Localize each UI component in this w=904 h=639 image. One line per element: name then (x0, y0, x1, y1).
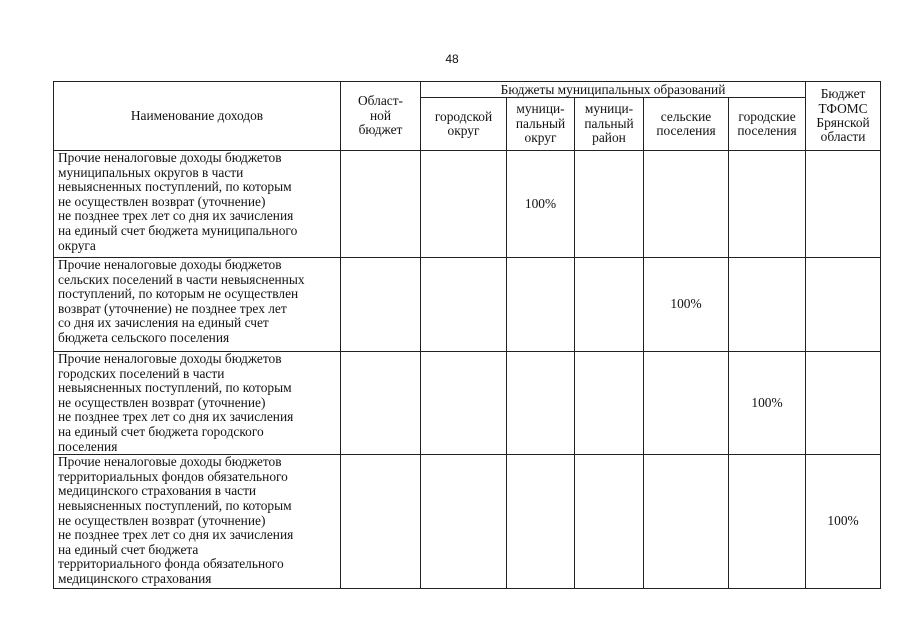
cell-urban-settlements: 100% (729, 352, 806, 455)
header-municipal-okrug: муници- пальный округ (507, 98, 575, 151)
table-row (54, 352, 881, 455)
cell-municipal-okrug (507, 455, 575, 589)
header-rural-settlements: сельские поселения (644, 98, 729, 151)
cell-rural-settlements: 100% (644, 258, 729, 352)
row-description: Прочие неналоговые доходы бюджетов муниципальных округов в части невыясненных поступлений, по которым не осуществлен возврат (уточнение) не позднее трех лет со дня их зачисления на единый счет бюджета муниципального округа (54, 151, 341, 258)
cell-city-district (421, 258, 507, 352)
header-income-name: Наименование доходов (54, 82, 341, 151)
cell-regional (341, 455, 421, 589)
header-municipal-budgets: Бюджеты муниципальных образований (421, 82, 806, 98)
row-description: Прочие неналоговые доходы бюджетов городских поселений в части невыясненных поступлений, по которым не осуществлен возврат (уточнение) не позднее трех лет со дня их зачисления на единый счет бюджета городского поселения (54, 352, 341, 455)
table-row (54, 455, 881, 589)
cell-urban-settlements (729, 258, 806, 352)
table-row (54, 151, 881, 258)
row-description: Прочие неналоговые доходы бюджетов сельских поселений в части невыясненных поступлений, по которым не осуществлен возврат (уточнение) не позднее трех лет со дня их зачисления на единый счет бюджета сельского поселения (54, 258, 341, 352)
row-description: Прочие неналоговые доходы бюджетов территориальных фондов обязательного медицинского страхования в части невыясненных поступлений, по которым не осуществлен возврат (уточнение) не позднее трех лет со дня их зачисления на единый счет бюджета территориального фонда обязательного медицинского страхования (54, 455, 341, 589)
cell-tfoms: 100% (806, 455, 881, 589)
table-body (54, 151, 881, 589)
cell-municipal-rayon (575, 151, 644, 258)
cell-regional (341, 151, 421, 258)
header-urban-settlements: городские поселения (729, 98, 806, 151)
header-tfoms-budget: Бюджет ТФОМС Брянской области (806, 82, 881, 151)
cell-municipal-rayon (575, 455, 644, 589)
cell-urban-settlements (729, 151, 806, 258)
cell-municipal-okrug: 100% (507, 151, 575, 258)
header-city-district: городской округ (421, 98, 507, 151)
cell-city-district (421, 151, 507, 258)
header-row-top (54, 82, 881, 98)
cell-urban-settlements (729, 455, 806, 589)
header-regional-budget: Област- ной бюджет (341, 82, 421, 151)
cell-municipal-okrug (507, 352, 575, 455)
cell-rural-settlements (644, 352, 729, 455)
table-header (54, 82, 881, 151)
cell-city-district (421, 352, 507, 455)
cell-rural-settlements (644, 151, 729, 258)
budget-revenue-table (53, 81, 881, 589)
cell-tfoms (806, 352, 881, 455)
cell-tfoms (806, 258, 881, 352)
cell-tfoms (806, 151, 881, 258)
cell-city-district (421, 455, 507, 589)
cell-municipal-rayon (575, 258, 644, 352)
header-municipal-rayon: муници- пальный район (575, 98, 644, 151)
cell-rural-settlements (644, 455, 729, 589)
page-number: 48 (445, 52, 459, 66)
cell-municipal-okrug (507, 258, 575, 352)
cell-regional (341, 258, 421, 352)
table-row (54, 258, 881, 352)
cell-regional (341, 352, 421, 455)
cell-municipal-rayon (575, 352, 644, 455)
